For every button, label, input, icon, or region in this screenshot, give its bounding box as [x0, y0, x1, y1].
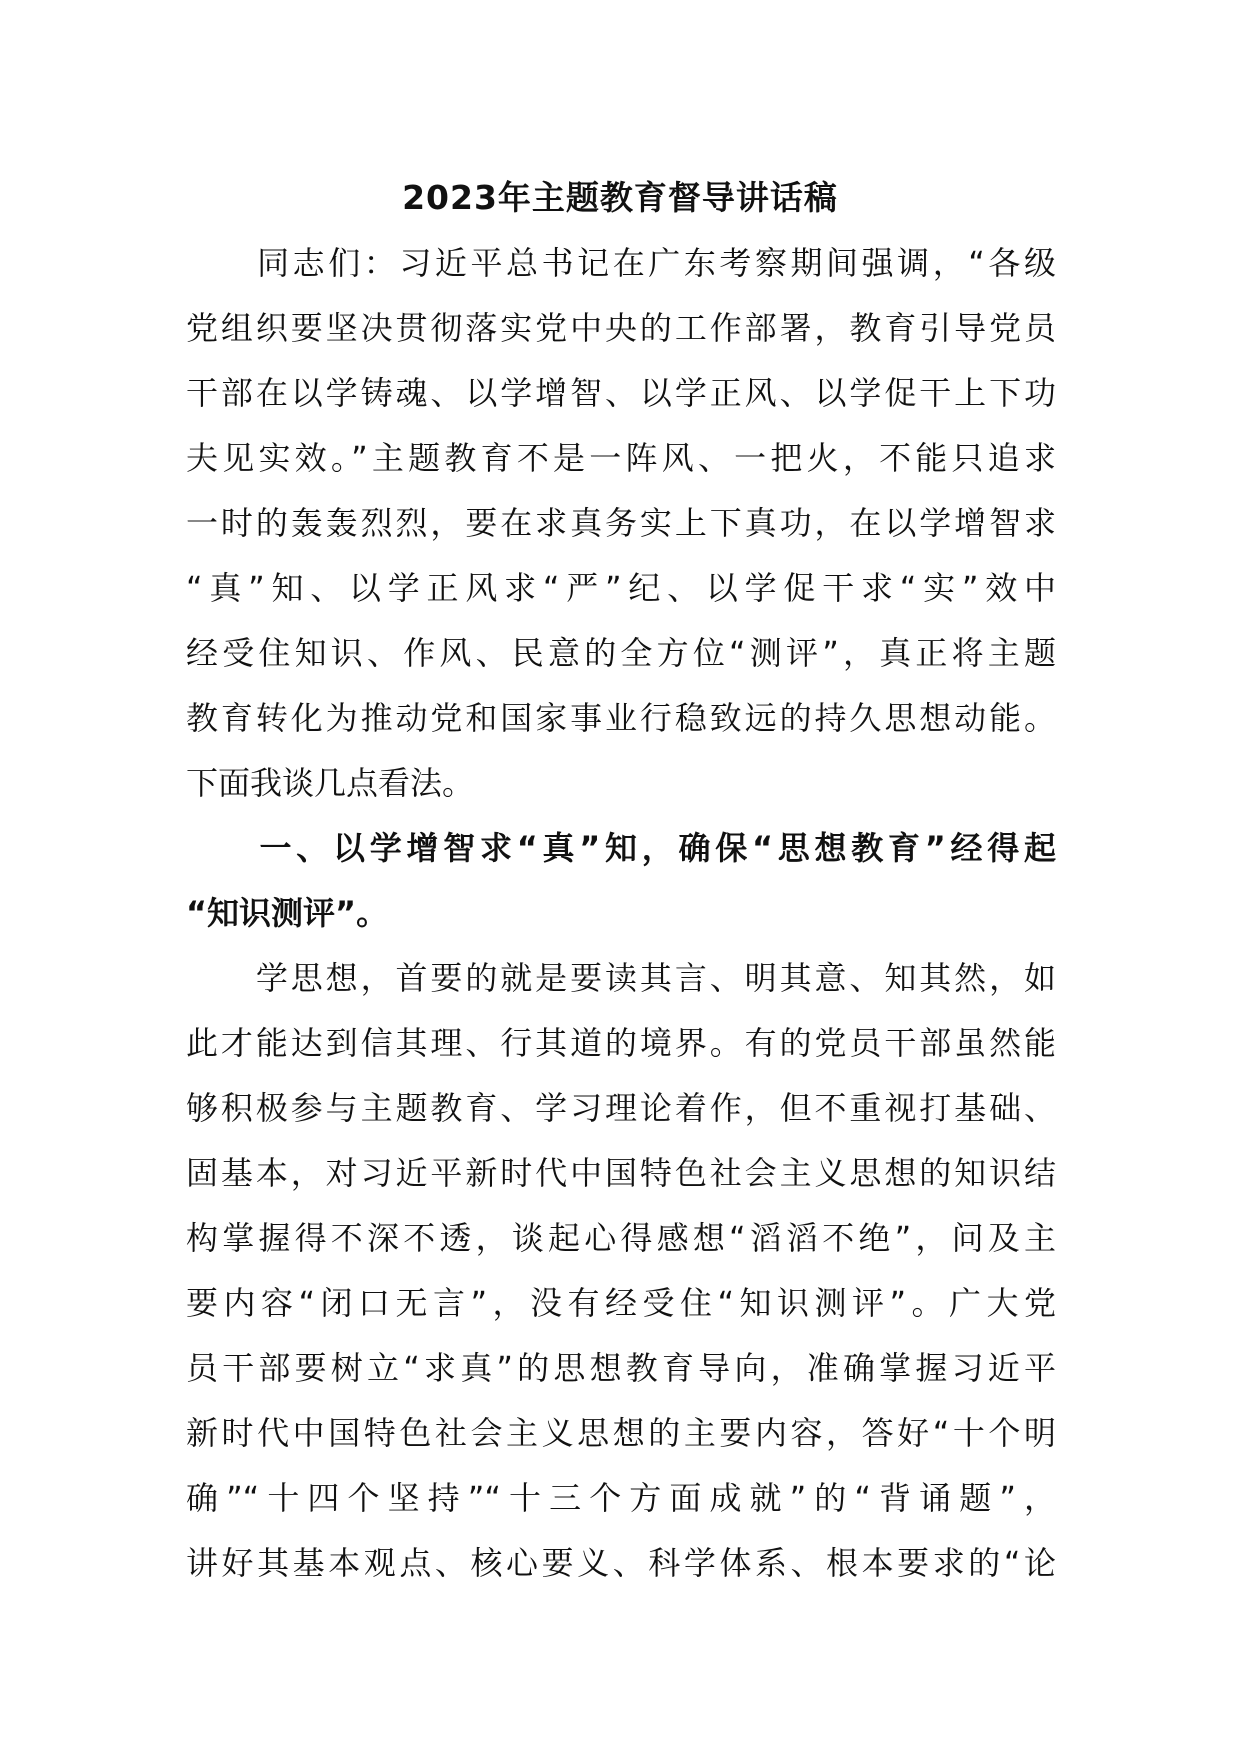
- paragraph-line: 固基本，对习近平新时代中国特色社会主义思想的知识结: [186, 1154, 1056, 1192]
- paragraph-line: 讲好其基本观点、核心要义、科学体系、根本要求的“论: [186, 1544, 1056, 1582]
- paragraph-line: 构掌握得不深不透，谈起心得感想“滔滔不绝”，问及主: [186, 1219, 1056, 1257]
- paragraph-line: 此才能达到信其理、行其道的境界。有的党员干部虽然能: [186, 1024, 1056, 1062]
- section-heading-line: 一、以学增智求“真”知，确保“思想教育”经得起: [186, 829, 1056, 867]
- paragraph-line: 够积极参与主题教育、学习理论着作，但不重视打基础、: [186, 1089, 1056, 1127]
- paragraph-line: 学思想，首要的就是要读其言、明其意、知其然，如: [186, 959, 1056, 997]
- paragraph-line: 干部在以学铸魂、以学增智、以学正风、以学促干上下功: [186, 374, 1056, 412]
- paragraph-line: 同志们：习近平总书记在广东考察期间强调，“各级: [186, 244, 1056, 282]
- section-heading-line: “知识测评”。: [186, 894, 389, 932]
- paragraph-line: 党组织要坚决贯彻落实党中央的工作部署，教育引导党员: [186, 309, 1056, 347]
- paragraph-line: 下面我谈几点看法。: [186, 764, 475, 802]
- paragraph-line: “真”知、以学正风求“严”纪、以学促干求“实”效中: [186, 569, 1056, 607]
- paragraph-line: 经受住知识、作风、民意的全方位“测评”，真正将主题: [186, 634, 1056, 672]
- paragraph-line: 夫见实效。”主题教育不是一阵风、一把火，不能只追求: [186, 439, 1056, 477]
- paragraph-line: 教育转化为推动党和国家事业行稳致远的持久思想动能。: [186, 699, 1056, 737]
- paragraph-line: 确”“十四个坚持”“十三个方面成就”的“背诵题”，: [186, 1479, 1056, 1517]
- paragraph-line: 一时的轰轰烈烈，要在求真务实上下真功，在以学增智求: [186, 504, 1056, 542]
- document-title: 2023年主题教育督导讲话稿: [402, 178, 838, 217]
- paragraph-line: 要内容“闭口无言”，没有经受住“知识测评”。广大党: [186, 1284, 1056, 1322]
- paragraph-line: 新时代中国特色社会主义思想的主要内容，答好“十个明: [186, 1414, 1056, 1452]
- paragraph-line: 员干部要树立“求真”的思想教育导向，准确掌握习近平: [186, 1349, 1056, 1387]
